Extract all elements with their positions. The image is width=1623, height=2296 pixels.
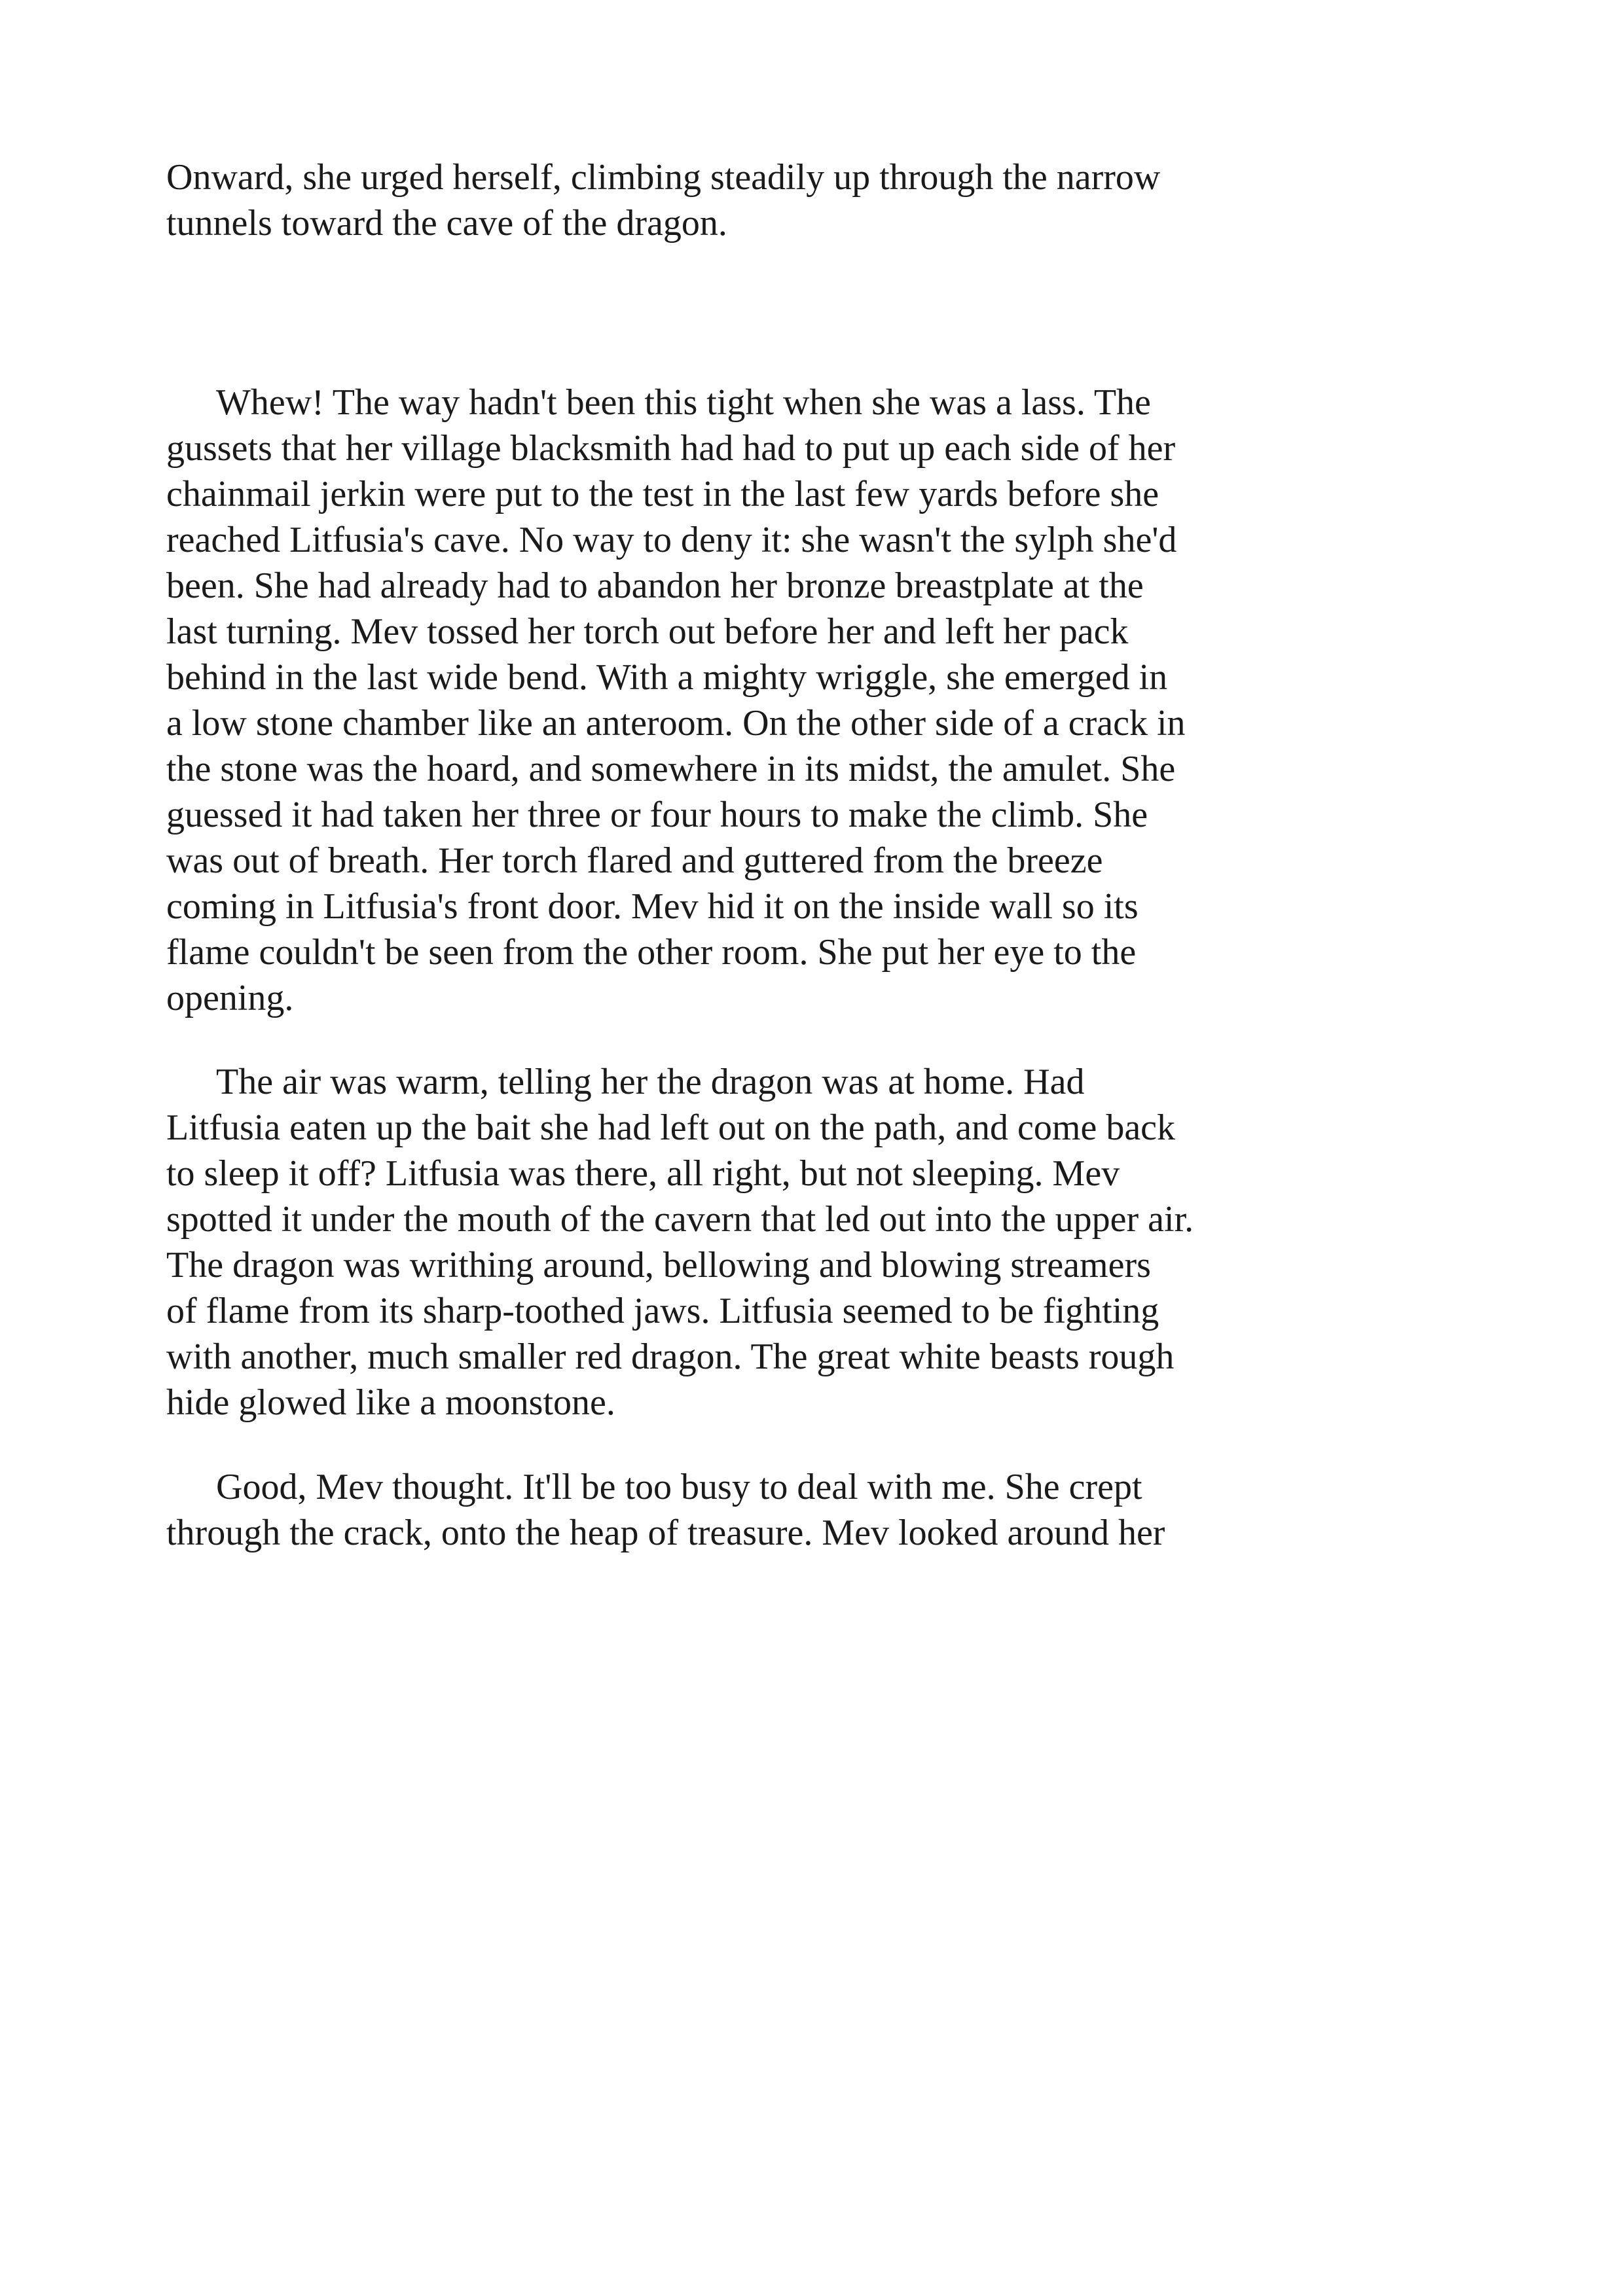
- text-line: last turning. Mev tossed her torch out before her and left her pack: [166, 611, 1129, 652]
- text-line: opening.: [166, 978, 294, 1018]
- text-line: Whew! The way hadn't been this tight when she was a lass. The: [216, 382, 1151, 423]
- text-line: been. She had already had to abandon her bronze breastplate at the: [166, 565, 1144, 606]
- text-line: hide glowed like a moonstone.: [166, 1382, 615, 1423]
- text-line: reached Litfusia's cave. No way to deny it: she wasn't the sylph she'd: [166, 520, 1177, 560]
- text-line: Good, Mev thought. It'll be too busy to deal with me. She crept: [216, 1467, 1142, 1507]
- text-line: guessed it had taken her three or four hours to make the climb. She: [166, 795, 1148, 835]
- text-line: was out of breath. Her torch flared and guttered from the breeze: [166, 840, 1103, 881]
- text-line: Litfusia eaten up the bait she had left out on the path, and come back: [166, 1107, 1176, 1148]
- text-line: The dragon was writhing around, bellowing and blowing streamers: [166, 1245, 1151, 1285]
- text-line: behind in the last wide bend. With a mighty wriggle, she emerged in: [166, 657, 1168, 698]
- text-line: spotted it under the mouth of the cavern that led out into the upper air.: [166, 1199, 1194, 1240]
- text-line: with another, much smaller red dragon. The great white beasts rough: [166, 1336, 1175, 1377]
- text-line: Onward, she urged herself, climbing steadily up through the narrow: [166, 157, 1161, 198]
- text-line: the stone was the hoard, and somewhere in its midst, the amulet. She: [166, 749, 1176, 789]
- text-line: coming in Litfusia's front door. Mev hid it on the inside wall so its: [166, 886, 1139, 927]
- text-line: of flame from its sharp-toothed jaws. Litfusia seemed to be fighting: [166, 1291, 1159, 1331]
- text-line: a low stone chamber like an anteroom. On the other side of a crack in: [166, 703, 1186, 744]
- text-line: The air was warm, telling her the dragon was at home. Had: [216, 1062, 1085, 1102]
- text-line: through the crack, onto the heap of treasure. Mev looked around her: [166, 1513, 1165, 1553]
- text-line: tunnels toward the cave of the dragon.: [166, 203, 727, 243]
- text-line: gussets that her village blacksmith had had to put up each side of her: [166, 428, 1176, 469]
- text-line: to sleep it off? Litfusia was there, all right, but not sleeping. Mev: [166, 1153, 1120, 1194]
- text-line: flame couldn't be seen from the other room. She put her eye to the: [166, 932, 1137, 973]
- text-line: chainmail jerkin were put to the test in the last few yards before she: [166, 474, 1159, 514]
